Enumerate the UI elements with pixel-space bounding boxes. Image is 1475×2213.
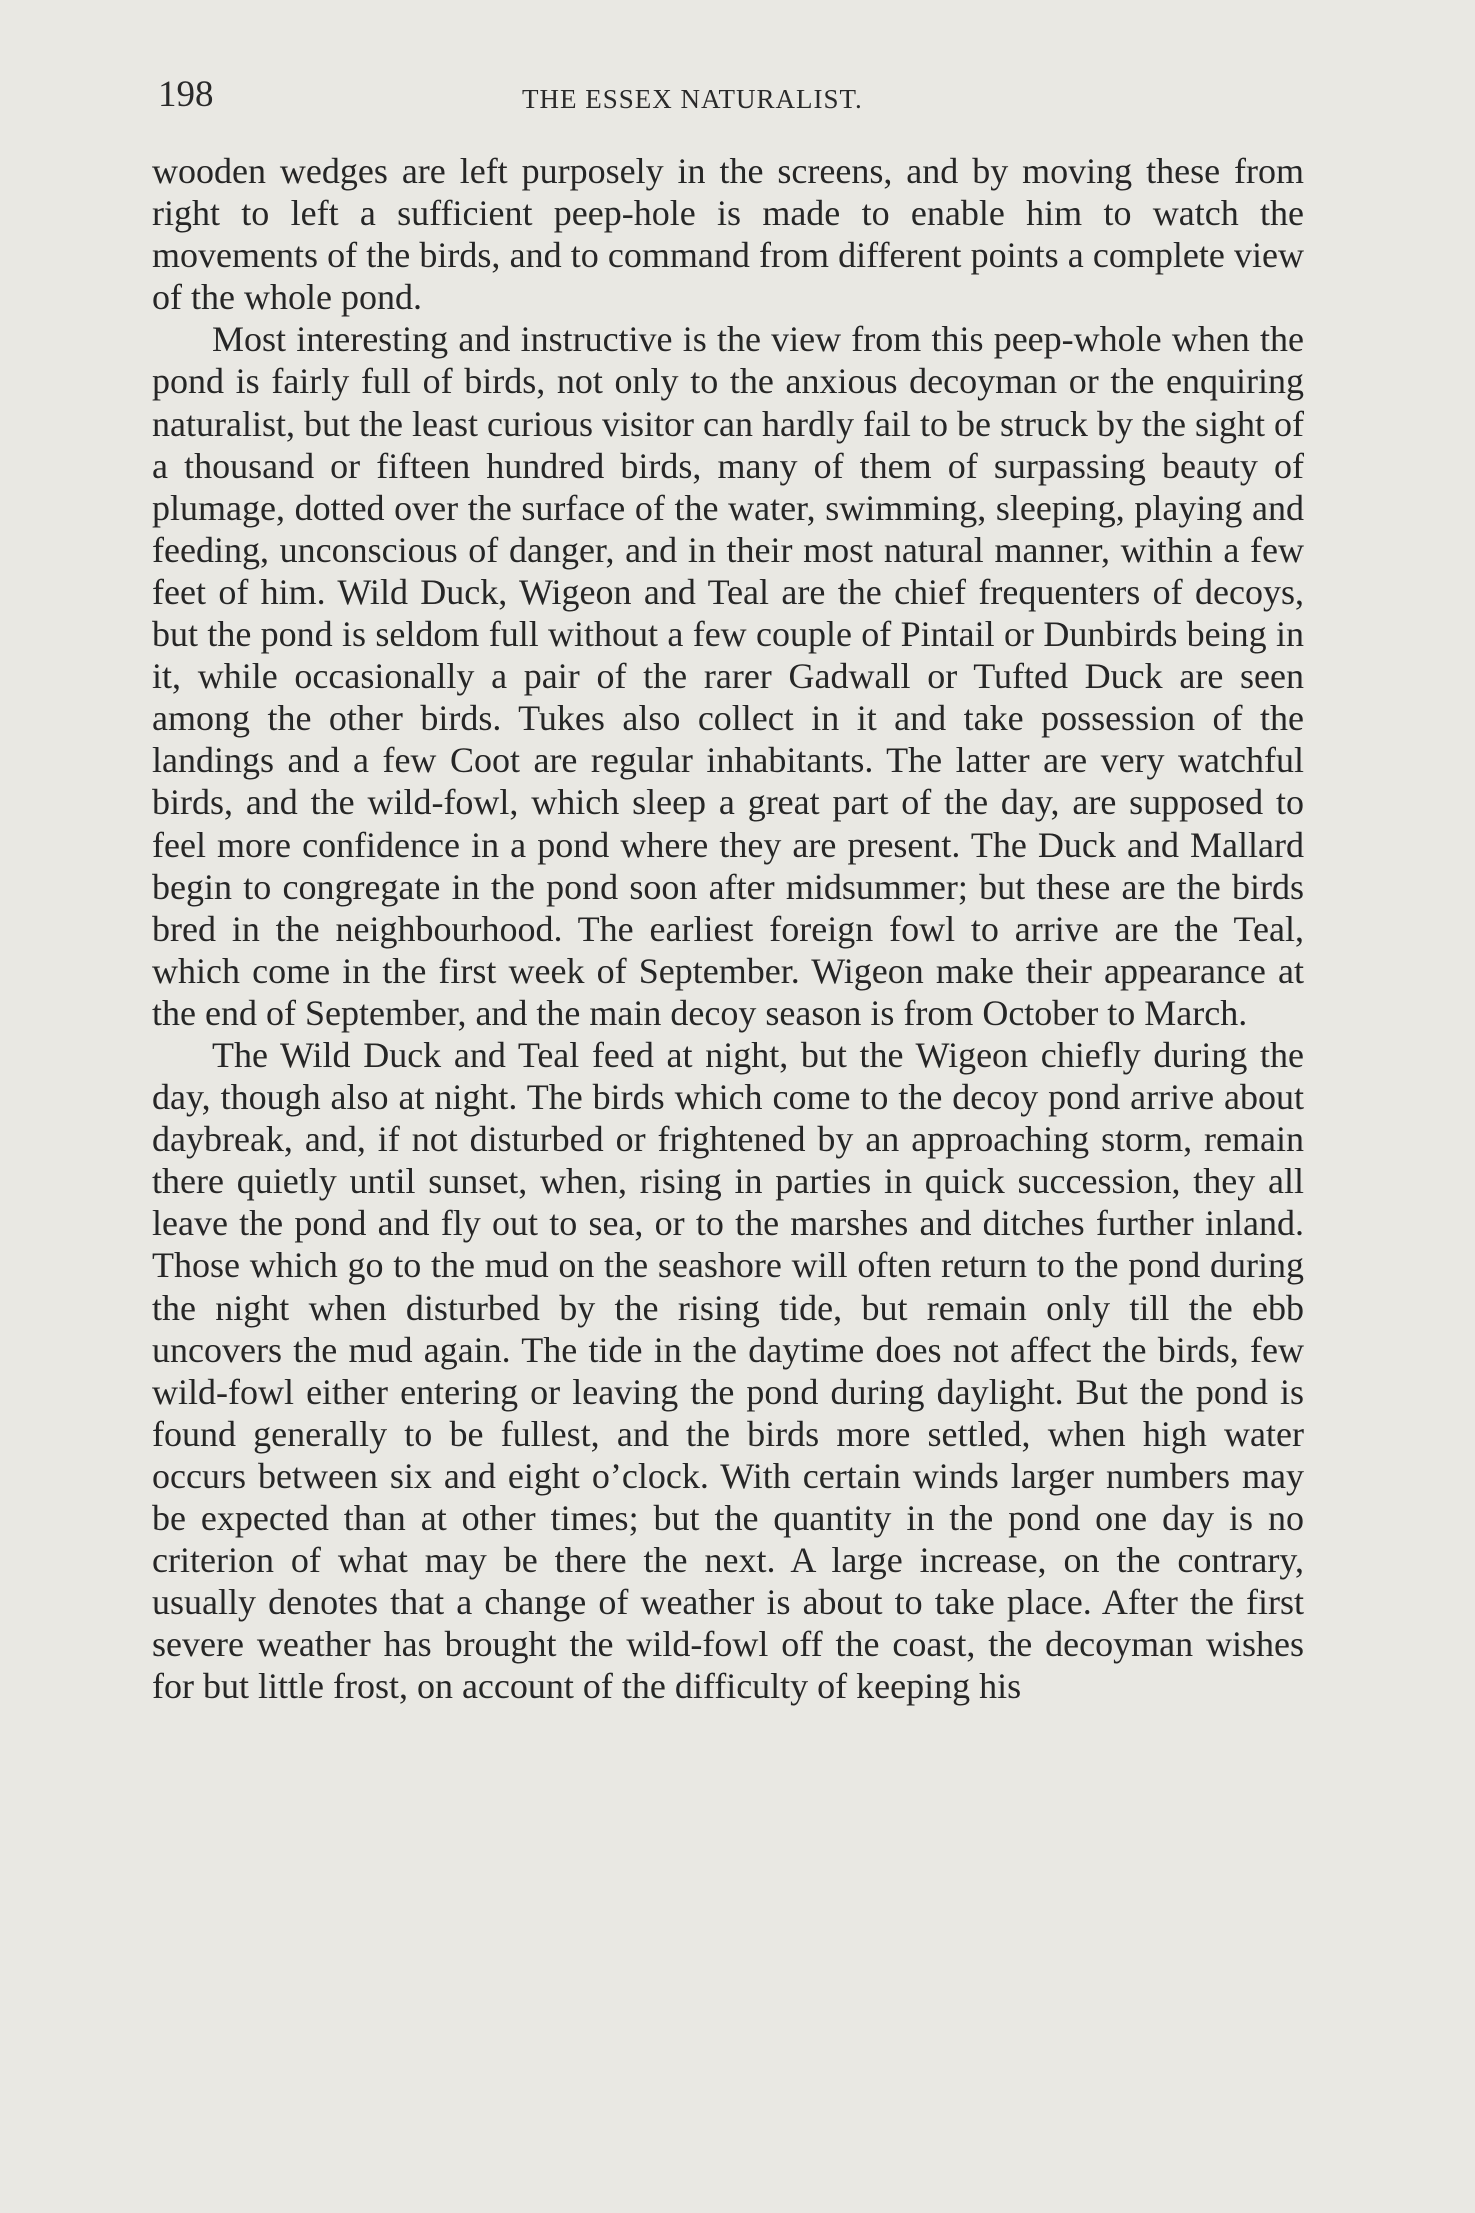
page-number: 198	[158, 74, 214, 115]
paragraph: The Wild Duck and Teal feed at night, but the Wigeon chiefly during the day, though also at night. The birds which come to the decoy pond arrive about daybreak, and, if not disturbed or frightened by an approaching storm, remain there quietly until sunset, when, rising in parties in quick succession, they all leave the pond and fly out to sea, or to the marshes and ditches further inland. Those which go to the mud on the seashore will often return to the pond during the night when disturbed by the rising tide, but remain only till the ebb uncovers the mud again. The tide in the daytime does not affect the birds, few wild-fowl either entering or leaving the pond during daylight. But the pond is found generally to be fullest, and the birds more settled, when high water occurs between six and eight o’clock. With certain winds larger numbers may be expected than at other times; but the quantity in the pond one day is no criterion of what may be there the next. A large increase, on the contrary, usually denotes that a change of weather is about to take place. After the first severe weather has brought the wild-fowl off the coast, the decoyman wishes for but little frost, on account of the difficulty of keeping his	[152, 1034, 1304, 1707]
paragraph: Most interesting and instructive is the view from this peep-whole when the pond is fairly full of birds, not only to the anxious decoyman or the enquiring naturalist, but the least curious visitor can hardly fail to be struck by the sight of a thousand or fifteen hundred birds, many of them of surpassing beauty of plumage, dotted over the surface of the water, swimming, sleeping, playing and feeding, unconscious of danger, and in their most natural manner, within a few feet of him. Wild Duck, Wigeon and Teal are the chief frequenters of decoys, but the pond is seldom full without a few couple of Pintail or Dunbirds being in it, while occasionally a pair of the rarer Gadwall or Tufted Duck are seen among the other birds. Tukes also collect in it and take possession of the landings and a few Coot are regular inhabitants. The latter are very watchful birds, and the wild-fowl, which sleep a great part of the day, are supposed to feel more confidence in a pond where they are present. The Duck and Mallard begin to congregate in the pond soon after midsummer; but these are the birds bred in the neighbourhood. The earliest foreign fowl to arrive are the Teal, which come in the first week of September. Wigeon make their appearance at the end of September, and the main decoy season is from October to March.	[152, 319, 1304, 1033]
paragraph-continued: wooden wedges are left purposely in the screens, and by moving these from right to left a sufficient peep-hole is made to enable him to watch the movements of the birds, and to command from different points a complete view of the whole pond.	[152, 151, 1304, 318]
running-head	[152, 70, 1302, 120]
journal-title: THE ESSEX NATURALIST.	[522, 84, 863, 114]
body-text	[152, 150, 1304, 1707]
